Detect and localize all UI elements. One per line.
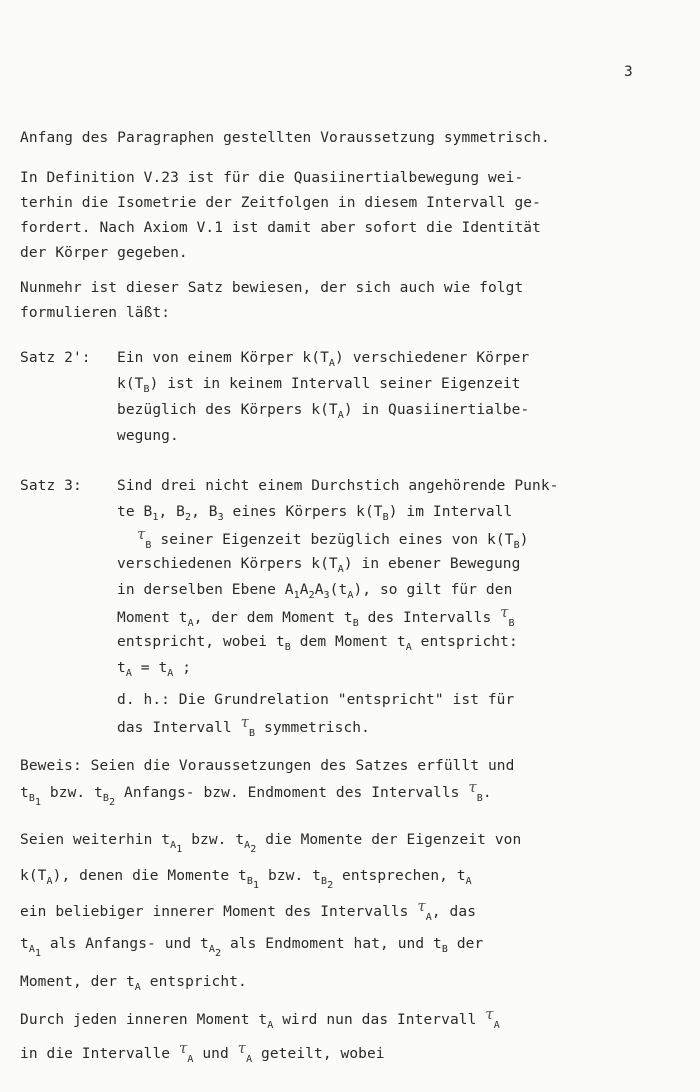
text-line: in die Intervalle $\tau_A$ und $\tau_A$ geteilt, wobei <box>20 1039 385 1065</box>
handwritten-tau-symbol: τ <box>237 1039 247 1057</box>
text-line: bezüglich des Körpers $k(T_A)$ in Quasiinertialbe- <box>117 402 530 421</box>
theorem-label: Satz 3: <box>20 478 82 494</box>
text-line: terhin die Isometrie der Zeitfolgen in diesem Intervall ge- <box>20 195 541 211</box>
equation: $t_A = t_A$ ; <box>117 660 192 679</box>
handwritten-tau-symbol: τ <box>468 778 477 796</box>
text-line: te $B_1$, $B_2$, $B_3$ eines Körpers $k(T_B)$ im Intervall <box>117 504 513 523</box>
text-line: formulieren läßt: <box>20 305 171 321</box>
text-line: das Intervall $\tau_B$ symmetrisch. <box>117 713 370 739</box>
text-line: Ein von einem Körper $k(T_A)$ verschiedener Körper <box>117 350 530 369</box>
handwritten-tau-symbol: τ <box>485 1005 494 1023</box>
text-line: Durch jeden inneren Moment $t_A$ wird nun das Intervall $\tau_A$ <box>20 1005 500 1031</box>
text-line: ein beliebiger innerer Moment des Intervalls $\tau_A$, das <box>20 897 477 923</box>
text-line: Moment $t_A$, der dem Moment $t_B$ des Intervalls $\tau_B$ <box>117 603 515 629</box>
handwritten-tau-symbol: τ <box>500 603 509 621</box>
text-line: $k(T_A)$, denen die Momente $t_{B_1}$ bzw. $t_{B_2}$ entsprechen, $t_A$ <box>20 868 472 891</box>
text-line: entspricht, wobei $t_B$ dem Moment $t_A$ entspricht: <box>117 634 518 653</box>
text-line: Seien weiterhin $t_{A_1}$ bzw. $t_{A_2}$ die Momente der Eigenzeit von <box>20 832 522 855</box>
text-line: $t_{B_1}$ bzw. $t_{B_2}$ Anfangs- bzw. Endmoment des Intervalls $\tau_B$. <box>20 778 492 808</box>
text-line: verschiedenen Körpers $k(T_A)$ in ebener Bewegung <box>117 556 521 575</box>
handwritten-tau-symbol: τ <box>137 525 146 543</box>
handwritten-tau-symbol: τ <box>178 1039 188 1057</box>
text-line: $k(T_B)$ ist in keinem Intervall seiner Eigenzeit <box>117 376 521 395</box>
text-line: in derselben Ebene $A_1A_2A_3(t_A)$, so gilt für den <box>117 582 513 601</box>
paragraph-1: Anfang des Paragraphen gestellten Voraussetzung symmetrisch. <box>20 130 550 146</box>
proof-line: Beweis: Seien die Voraussetzungen des Satzes erfüllt und <box>20 758 515 774</box>
theorem-label: Satz 2': <box>20 350 91 366</box>
text-line: $\tau_B$ seiner Eigenzeit bezüglich eines von $k(T_B)$ <box>137 525 529 551</box>
handwritten-tau-symbol: τ <box>417 897 426 915</box>
text-line: der Körper gegeben. <box>20 245 188 261</box>
text-line: Sind drei nicht einem Durchstich angehörende Punk- <box>117 478 559 494</box>
text-line: Nunmehr ist dieser Satz bewiesen, der sich auch wie folgt <box>20 280 524 296</box>
text-line: In Definition V.23 ist für die Quasiinertialbewegung wei- <box>20 170 524 186</box>
handwritten-tau-symbol: τ <box>240 713 250 731</box>
text-line: wegung. <box>117 428 179 444</box>
text-line: fordert. Nach Axiom V.1 ist damit aber sofort die Identität <box>20 220 541 236</box>
text-line: d. h.: Die Grundrelation "entspricht" ist für <box>117 692 515 708</box>
page-number: 3 <box>624 64 633 80</box>
text-line: $t_{A_1}$ als Anfangs- und $t_{A_2}$ als Endmoment hat, und $t_B$ der <box>20 936 484 959</box>
text-line: Moment, der $t_A$ entspricht. <box>20 974 247 993</box>
